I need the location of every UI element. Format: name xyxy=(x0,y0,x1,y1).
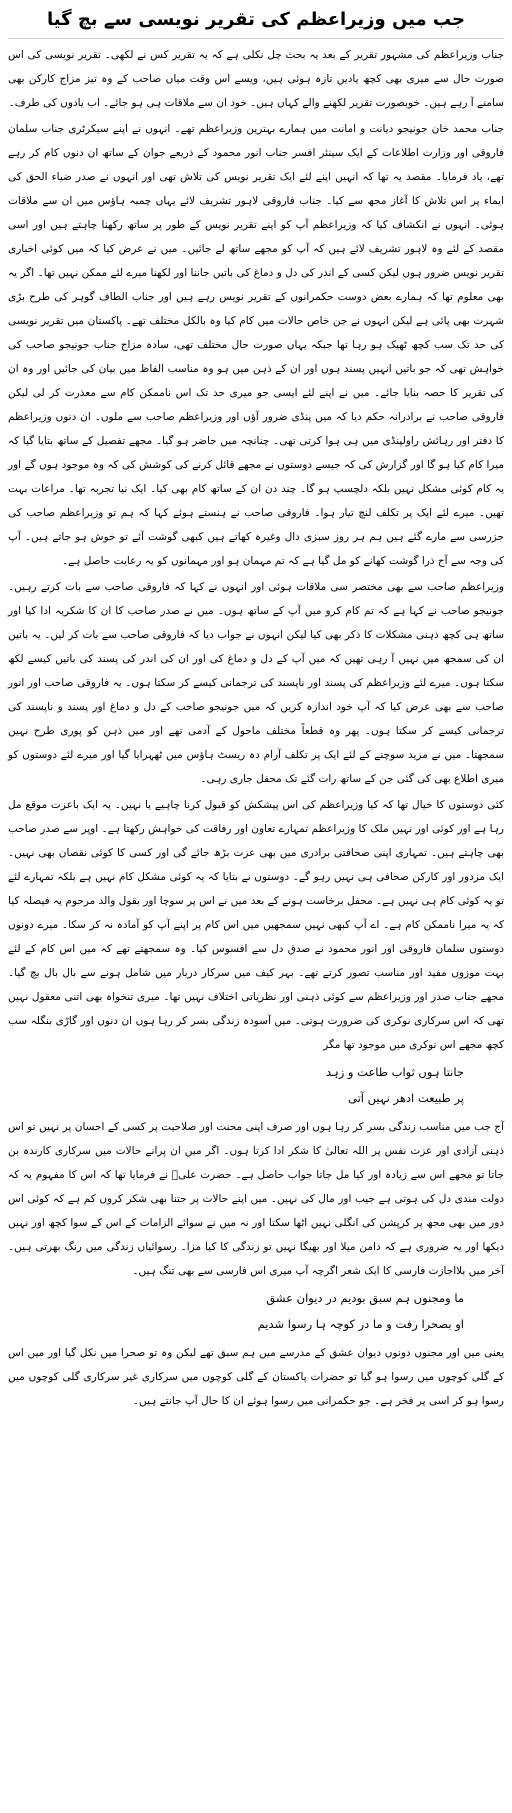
article-paragraph: یعنی میں اور مجنوں دونوں دیوان عشق کے مدرسے میں ہم سبق تھے لیکن وہ تو صحرا میں نکل گیا اور میں اس کے گلی کوچوں میں رسوا ہو گیا تو حضرات پاکستان کے گلی کوچوں میں سرکاری غیر سرکاری گلی کوچوں میں رسوا ہو کر اسی پر فخر ہے۔ جو حکمرانی میں رسوا ہوئے ان کا حال آپ جانتے ہیں۔ xyxy=(8,1347,504,1407)
verse-block xyxy=(8,1285,504,1337)
article-paragraph: کئی دوستوں کا خیال تھا کہ کیا وزیراعظم کی اس پیشکش کو قبول کرنا چاہیے یا نہیں۔ یہ ایک باعزت موقع مل رہا ہے اور کوئی اور نہیں ملک کا وزیراعظم تمہارے تعاون اور رفاقت کی خواہش رکھتا ہے۔ اوپر سے صدر صاحب بھی چاہتے ہیں۔ تمہاری اپنی صحافتی برادری میں بھی عزت بڑھ جائے گی اور کسی کا کوئی نقصان بھی نہیں۔ ایک مزدور اور کارکن صحافی ہی نہیں رہو گے۔ دوستوں نے بتایا کہ یہ کوئی مشکل کام نہیں ہے بلکہ تمہارے لئے تو یہ کوئی کام ہی نہیں ہے۔ محفل برخاست ہونے کے بعد میں نے اس پر سوچا اور بقول والد مرحوم یہ فیصلہ کیا کہ یہ میرا ناممکن کام ہے۔ اے آپ کبھی نہیں سمجھیں میں اس کام پر اپنے آپ کو آمادہ نہ کر سکا۔ میرے دونوں دوستوں سلمان فاروقی اور انور محمود نے صدق دل سے افسوس کیا۔ وہ سمجھتے تھے کہ میں اس کام کے لئے بہت موزوں مفید اور مناسب تصور کرتے تھے۔ بہر کیف میں سرکار دربار میں شامل ہونے سے بال بال بچ گیا۔ مجھے جناب صدر اور وزیراعظم سے کوئی ذہنی اور نظریاتی اختلاف نہیں تھا۔ میری تنخواہ بھی اتنی معقول نہیں تھی کہ اس سرکاری نوکری کی ضرورت ہوتی۔ میں آسودہ زندگی بسر کر رہا ہوں ان دنوں اور گاڑی بنگلہ سب کچھ مجھے اس نوکری میں موجود تھا مگر xyxy=(8,799,504,1051)
article-headline: جب میں وزیراعظم کی تقریر نویسی سے بچ گیا xyxy=(8,4,504,39)
article-paragraph: جناب وزیراعظم کی مشہور تقریر کے بعد یہ بحث چل نکلی ہے کہ یہ تقریر کس نے لکھی۔ تقریر نویسی کی اس صورت حال سے میری بھی کچھ یادیں تازہ ہوئی ہیں، ویسے اس وقت میاں صاحب کے وہ تیز مزاج کارکن بھی سامنے آ رہے ہیں۔ خوبصورت تقریر لکھنے والے کہاں ہیں۔ خود ان سے ملاقات ہی ہو جائے۔ اب یادوں کی طرف۔ xyxy=(8,49,504,109)
article-paragraph: جناب محمد خان جونیجو دیانت و امانت میں ہمارے بہترین وزیراعظم تھے۔ انہوں نے اپنے سیکرٹری جناب سلمان فاروقی اور وزارت اطلاعات کے ایک سینئر افسر جناب انور محمود کے ذریعے جوان کے ساتھ ان دنوں کام کر رہے تھے، یاد فرمایا۔ مقصد یہ تھا کہ انہیں اپنے لئے ایک تقریر نویس کی تلاش تھی اور انہوں نے صدر ضیاء الحق کی ایماء پر اس تلاش کا آغاز مجھ سے کیا۔ جناب فاروقی لاہور تشریف لائے یہاں چمبہ ہاؤس میں ان سے ملاقات ہوئی۔ انہوں نے انکشاف کیا کہ وزیراعظم آپ کو اپنے تقریر نویس کے طور پر ساتھ رکھنا چاہتے ہیں اور اسی مقصد کے لئے وہ لاہور تشریف لائے ہیں کہ آپ کو مجھے ساتھ لے جائیں۔ میں نے عرض کیا کہ میں کوئی اخباری تقریر نویس ضرور ہوں لیکن کسی کے اندر کی دل و دماغ کی باتیں جاننا اور لکھنا میرے لئے ممکن نہیں تھا۔ اگر یہ بھی معلوم تھا کہ ہمارے بعض دوست حکمرانوں کے تقریر نویس رہے ہیں اور جناب الطاف گوہر کی طرح بڑی شہرت بھی پائی ہے لیکن انہوں نے جن خاص حالات میں کام کیا وہ بالکل مختلف تھے۔ پاکستان میں تقریر نویسی کی حد تک سب کچھ ٹھیک ہو رہا تھا جبکہ یہاں صورت حال مختلف تھی، سادہ مزاج جناب جونیجو صاحب کی خواہش تھی کہ جو باتیں انہیں پسند ہوں اور ان کے ذہن میں ہو وہ مناسب الفاظ میں بیان کی جائیں اور وہ ان کی تقریر کا حصہ بنایا جائے۔ میں نے اپنے لئے ایسی جو میری حد تک اس ناممکن کام سے معذرت کر لی لیکن فاروقی صاحب نے برادرانہ حکم دیا کہ میں پنڈی ضرور آؤں اور وزیراعظم صاحب سے ملوں۔ ان دنوں وزیراعظم کا دفتر اور رہائش راولپنڈی میں ہی ہوا کرتی تھی۔ چنانچہ میں حاضر ہو گیا۔ مجھے تفصیل کے ساتھ بتایا گیا کہ میرا کام کیا ہو گا اور گزارش کی کہ جیسے دوستوں نے مجھے قائل کرنے کی کوشش کی کہ وہ موجود ہوں گے اور یہ کام کوئی مشکل نہیں بلکہ دلچسپ ہو گا۔ چند دن ان کے ساتھ کام بھی کیا۔ ایک نیا تجربہ تھا۔ مراعات بہت تھیں۔ میرے لئے ایک پر تکلف لنچ تیار ہوا۔ فاروقی صاحب نے ہنستے ہوئے کہا کہ ہم تو وزیراعظم صاحب کی جزرسی سے مارے گئے ہیں ہم ہر روز سبزی دال وغیرہ کھاتے ہیں کبھی گوشت آئے تو خوش ہو جاتے ہیں۔ آپ کی وجہ سے آج ذرا گوشت کھانے کو مل گیا ہے کہ تم مہمان ہو اور مہمانوں کو یہ رعایت حاصل ہے۔ xyxy=(8,123,504,567)
verse-line: ما ومجنوں ہم سبق بودیم در دیوان عشق xyxy=(266,1291,464,1305)
verse-line: جانتا ہوں ثواب طاعت و زہد xyxy=(325,1065,464,1079)
verse-line: پر طبیعت ادھر نہیں آتی xyxy=(348,1091,464,1105)
article-paragraph: آج جب میں مناسب زندگی بسر کر رہا ہوں اور صرف اپنی محنت اور صلاحیت پر کسی کے احسان پر نہیں تو اس ذہنی آزادی اور عزت نفس پر اللہ تعالیٰ کا شکر ادا کرتا ہوں۔ اگر میں ان پرانے حالات میں سرکاری کارندہ بن جاتا تو مجھے اس سے زیادہ اور کیا مل جاتا جواب حاصل ہے۔ حضرت علیؓ نے فرمایا تھا کہ اس کا مفہوم یہ کہ دولت مندی دل کی ہوتی ہے جیب اور مال کی نہیں۔ میں اپنے حالات پر جتنا بھی شکر کروں کم ہے کہ کوئی اس دور میں بھی مجھ پر کرپشن کی انگلی نہیں اٹھا سکتا اور نہ میں نے سوائے الزامات کے اس کے سوا کچھ اور نہیں دیکھا اور یہ ضروری ہے کہ دامن میلا اور بھیگا نہیں تو زندگی کا کیا مزا۔ رسوائیاں زندگی میں رنگ بھرتی ہیں۔ آخر میں بلااجازت فارسی کا ایک شعر اگرچہ آپ میری اس فارسی سے بھی تنگ ہیں۔ xyxy=(8,1121,504,1277)
verse-line: او بصحرا رفت و ما در کوچہ ہا رسوا شدیم xyxy=(257,1317,464,1331)
verse-block xyxy=(8,1059,504,1111)
article-paragraph: وزیراعظم صاحب سے بھی مختصر سی ملاقات ہوئی اور انہوں نے کہا کہ فاروقی صاحب سے بات کرتے رہیں۔ جونیجو صاحب نے کہا ہے کہ تم کام کرو میں آپ کے ساتھ ہوں۔ میں نے صدر صاحب کا ان کا شکریہ ادا کیا اور ساتھ ہی کچھ ذہنی مشکلات کا ذکر بھی کیا لیکن انہوں نے جواب دیا کہ فاروقی صاحب سے بات کر لیں۔ یہ باتیں ان کی سمجھ میں نہیں آ رہی تھیں کہ میں آپ کے دل و دماغ کی اور ان کی اندر کی پسند کی باتیں کیسے لکھ سکتا ہوں۔ میرے لئے وزیراعظم کی پسند اور ناپسند کی ترجمانی کیسے کر سکتا ہوں۔ یہ فاروقی صاحب اور انور صاحب سے بھی عرض کیا کہ آپ خود اندازہ کریں کہ میں جونیجو صاحب کے دل و دماغ اور پسند و ناپسند کی ترجمانی کیسے کر سکتا ہوں۔ پھر وہ قطعاً مختلف ماحول کے آدمی تھے اور میں ذہن کو پوری طرح نہیں سمجھتا۔ میں نے مزید سوچنے کے لئے ایک پر تکلف آرام دہ ریسٹ ہاؤس میں ٹھہرایا گیا اور میرے لئے دوستوں کو میری اطلاع بھی کی گئی جن کے ساتھ رات گئے تک محفل جاری رہی۔ xyxy=(8,581,504,785)
